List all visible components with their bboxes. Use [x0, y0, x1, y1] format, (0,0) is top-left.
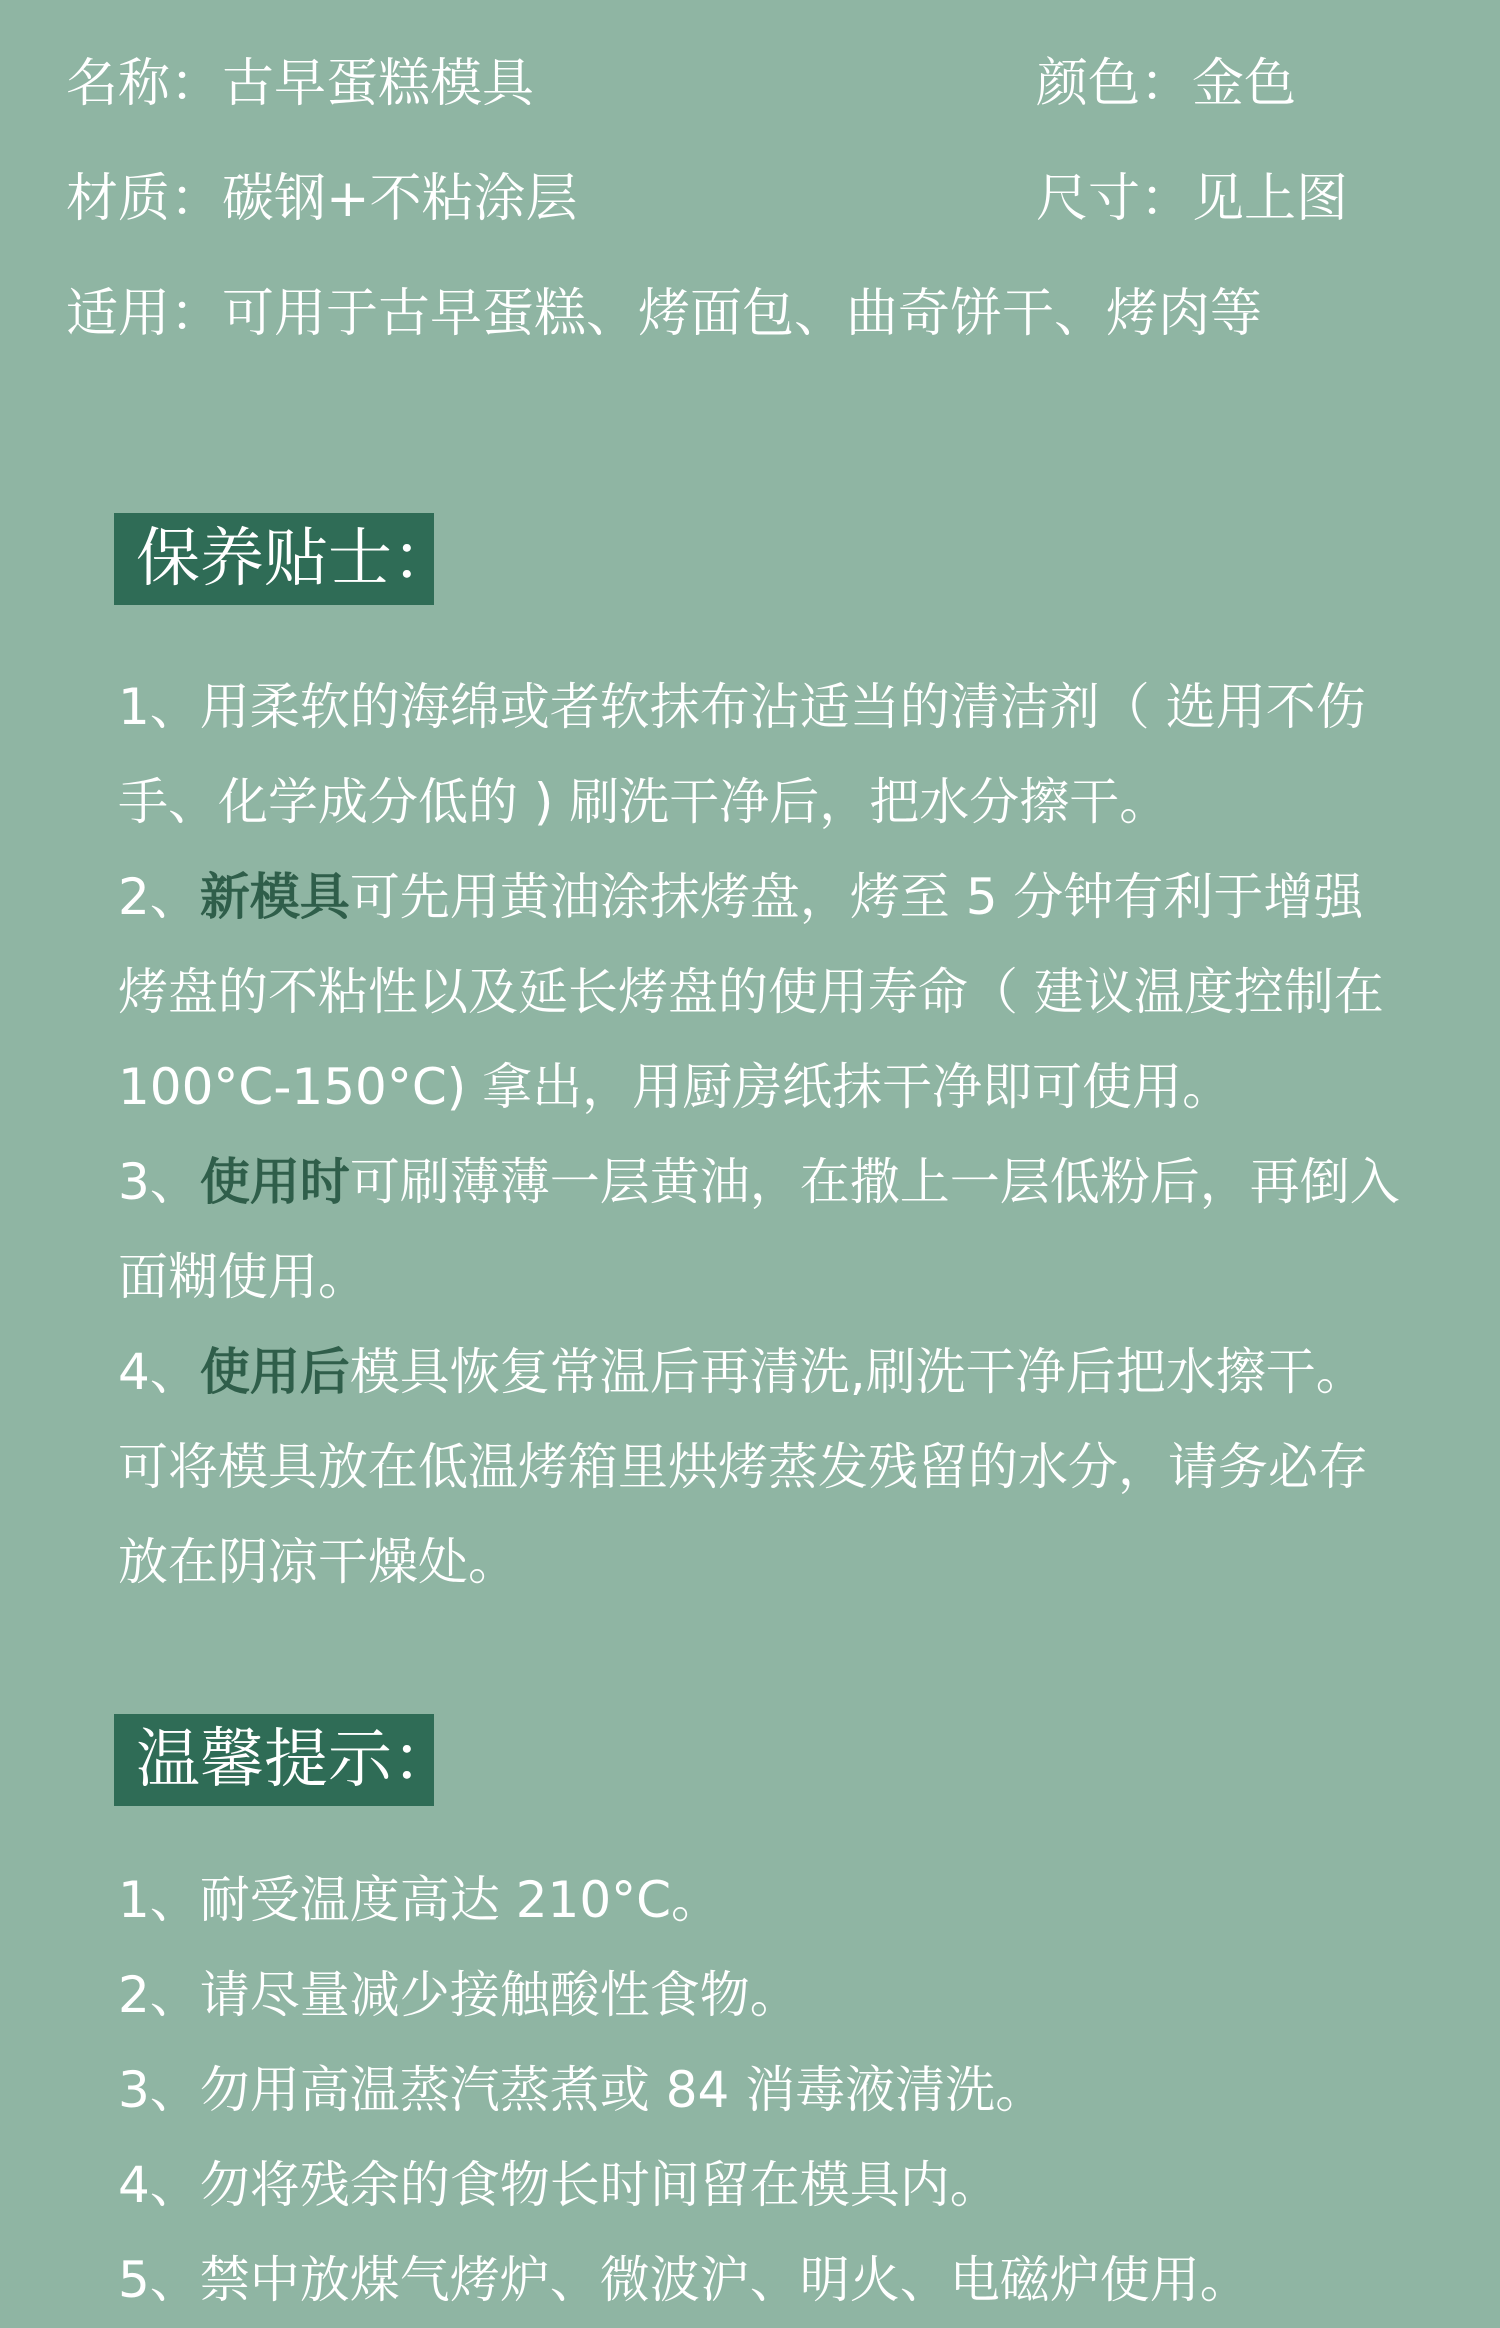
warm-tips-list	[118, 1853, 1408, 2328]
care-tip-3-highlight: 使用时	[199, 1153, 350, 1211]
warm-tips-header: 温馨提示：	[114, 1714, 434, 1806]
spec-row-3	[66, 270, 1466, 385]
care-tips-body	[118, 660, 1408, 1610]
warm-tip-3: 3、勿用高温蒸汽蒸煮或 84 消毒液清洗。	[118, 2061, 1046, 2119]
care-tip-3-text: 可刷薄薄一层黄油，在撒上一层低粉后，再倒入面糊使用。	[118, 1153, 1400, 1306]
care-tip-2	[118, 850, 1408, 1135]
care-tip-1: 1、用柔软的海绵或者软抹布沾适当的清洁剂（ 选用不伤手、化学成分低的 ) 刷洗干净后，把水分擦干。	[118, 678, 1366, 831]
warm-tip-2: 2、请尽量减少接触酸性食物。	[118, 1966, 800, 2024]
spec-row-1	[66, 40, 1466, 155]
spec-name: 名称：古早蛋糕模具	[66, 54, 535, 114]
warm-tip-5: 5、禁中放煤气烤炉、微波沪、明火、电磁炉使用。	[118, 2251, 1250, 2309]
product-specs	[66, 40, 1466, 385]
spec-usage: 适用：可用于古早蛋糕、烤面包、曲奇饼干、烤肉等	[66, 284, 1263, 344]
spec-color: 颜色：金色	[1036, 54, 1297, 114]
care-tip-4-text: 模具恢复常温后再清洗,刷洗干净后把水擦干。可将模具放在低温烤箱里烘烤蒸发残留的水分，请务必存放在阴凉干燥处。	[118, 1343, 1368, 1591]
care-tip-2-number: 2、	[118, 868, 200, 926]
warm-tip-1: 1、耐受温度高达 210°C。	[118, 1871, 722, 1929]
care-tip-2-highlight: 新模具	[199, 868, 350, 926]
care-tip-4-number: 4、	[118, 1343, 200, 1401]
warm-tip-4: 4、勿将残余的食物长时间留在模具内。	[118, 2156, 1000, 2214]
spec-row-2	[66, 155, 1466, 270]
care-tip-3	[118, 1135, 1408, 1325]
care-tip-4	[118, 1325, 1408, 1610]
care-tip-3-number: 3、	[118, 1153, 200, 1211]
spec-size: 尺寸：见上图	[1036, 169, 1349, 229]
spec-material: 材质：碳钢+不粘涂层	[66, 169, 578, 229]
care-tip-2-text: 可先用黄油涂抹烤盘，烤至 5 分钟有利于增强烤盘的不粘性以及延长烤盘的使用寿命（ 建议温度控制在 100°C-150°C) 拿出，用厨房纸抹干净即可使用。	[118, 868, 1384, 1116]
care-tip-4-highlight: 使用后	[199, 1343, 350, 1401]
care-tips-header: 保养贴士：	[114, 513, 434, 605]
